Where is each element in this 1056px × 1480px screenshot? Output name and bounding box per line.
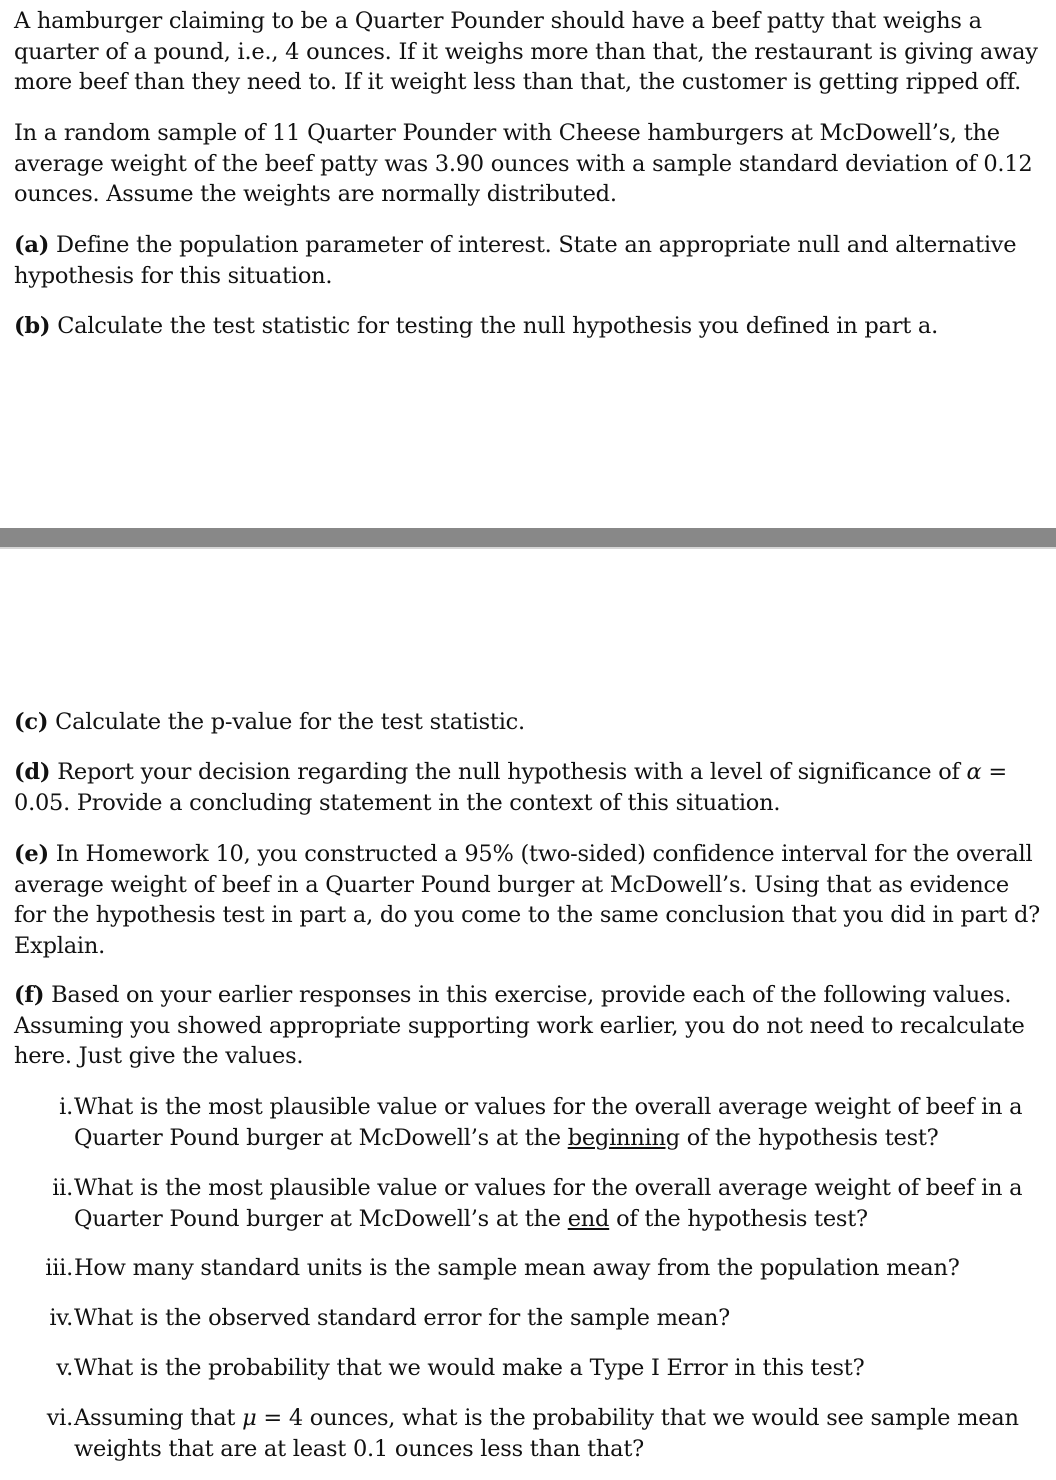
part-b-label: (b) bbox=[14, 313, 51, 339]
part-a-label: (a) bbox=[14, 232, 50, 258]
emphasis-end: end bbox=[567, 1205, 610, 1232]
part-c bbox=[14, 707, 1042, 738]
part-d bbox=[14, 757, 1042, 818]
emphasis-beginning: beginning bbox=[567, 1124, 680, 1151]
subitem-number: ii. bbox=[52, 1175, 73, 1201]
subitem-text: What is the most plausible value or values for the overall average weight of beef in a Quarter Pound burger at McDowell’s at the beginning of the hypothesis test? bbox=[74, 1094, 1023, 1151]
alpha-symbol: α bbox=[966, 759, 982, 785]
mu-symbol: μ bbox=[242, 1405, 257, 1431]
subitem-text: What is the probability that we would make a Type I Error in this test? bbox=[74, 1355, 865, 1381]
part-c-text: Calculate the p-value for the test statistic. bbox=[55, 709, 525, 735]
subitem-number: v. bbox=[56, 1355, 73, 1381]
part-d-text-after: = 0.05. Provide a concluding statement in the context of this situation. bbox=[14, 759, 1007, 816]
part-e bbox=[14, 839, 1042, 961]
part-e-label: (e) bbox=[14, 841, 49, 867]
part-d-label: (d) bbox=[14, 759, 51, 785]
part-b bbox=[14, 311, 1042, 342]
intro-paragraph-1: A hamburger claiming to be a Quarter Pounder should have a beef patty that weighs a quarter of a pound, i.e., 4 ounces. If it weighs more than that, the restaurant is giving away more beef than they need to. If it weight less than that, the customer is getting ripped off. bbox=[14, 8, 1038, 95]
subitem-text: What is the most plausible value or values for the overall average weight of beef in a Quarter Pound burger at McDowell’s at the end of the hypothesis test? bbox=[74, 1175, 1023, 1232]
part-e-text: In Homework 10, you constructed a 95% (two-sided) confidence interval for the overall average weight of beef in a Quarter Pound burger at McDowell’s. Using that as evidence for the hypothesis test in part a, do you come to the same conclusion that you did in part d? Explain. bbox=[14, 841, 1040, 959]
part-a-text: Define the population parameter of interest. State an appropriate null and alternative hypothesis for this situation. bbox=[14, 232, 1017, 289]
subitem-text: How many standard units is the sample mean away from the population mean? bbox=[74, 1255, 960, 1281]
part-a bbox=[14, 230, 1042, 291]
part-c-label: (c) bbox=[14, 709, 49, 735]
part-f bbox=[14, 980, 1042, 1072]
intro-paragraph-2: In a random sample of 11 Quarter Pounder with Cheese hamburgers at McDowell’s, the average weight of the beef patty was 3.90 ounces with a sample standard deviation of 0.12 ounces. Assume the weights are normally distributed. bbox=[14, 120, 1033, 207]
part-d-text-before: Report your decision regarding the null hypothesis with a level of significance of bbox=[57, 759, 967, 785]
subitem-text: Assuming that μ = 4 ounces, what is the probability that we would see sample mean weights that are at least 0.1 ounces less than that? bbox=[74, 1405, 1019, 1462]
part-f-label: (f) bbox=[14, 982, 45, 1008]
subitem-number: iii. bbox=[45, 1255, 73, 1281]
subitem-text: What is the observed standard error for the sample mean? bbox=[74, 1305, 730, 1331]
subitem-number: vi. bbox=[46, 1405, 73, 1431]
subitem-number: iv. bbox=[49, 1305, 73, 1331]
page-divider bbox=[0, 528, 1056, 549]
subitem-number: i. bbox=[59, 1094, 73, 1120]
part-f-text: Based on your earlier responses in this exercise, provide each of the following values. Assuming you showed appropriate supporting work earlier, you do not need to recalculate here. Just give the values. bbox=[14, 982, 1025, 1069]
part-b-text: Calculate the test statistic for testing the null hypothesis you defined in part a. bbox=[57, 313, 938, 339]
